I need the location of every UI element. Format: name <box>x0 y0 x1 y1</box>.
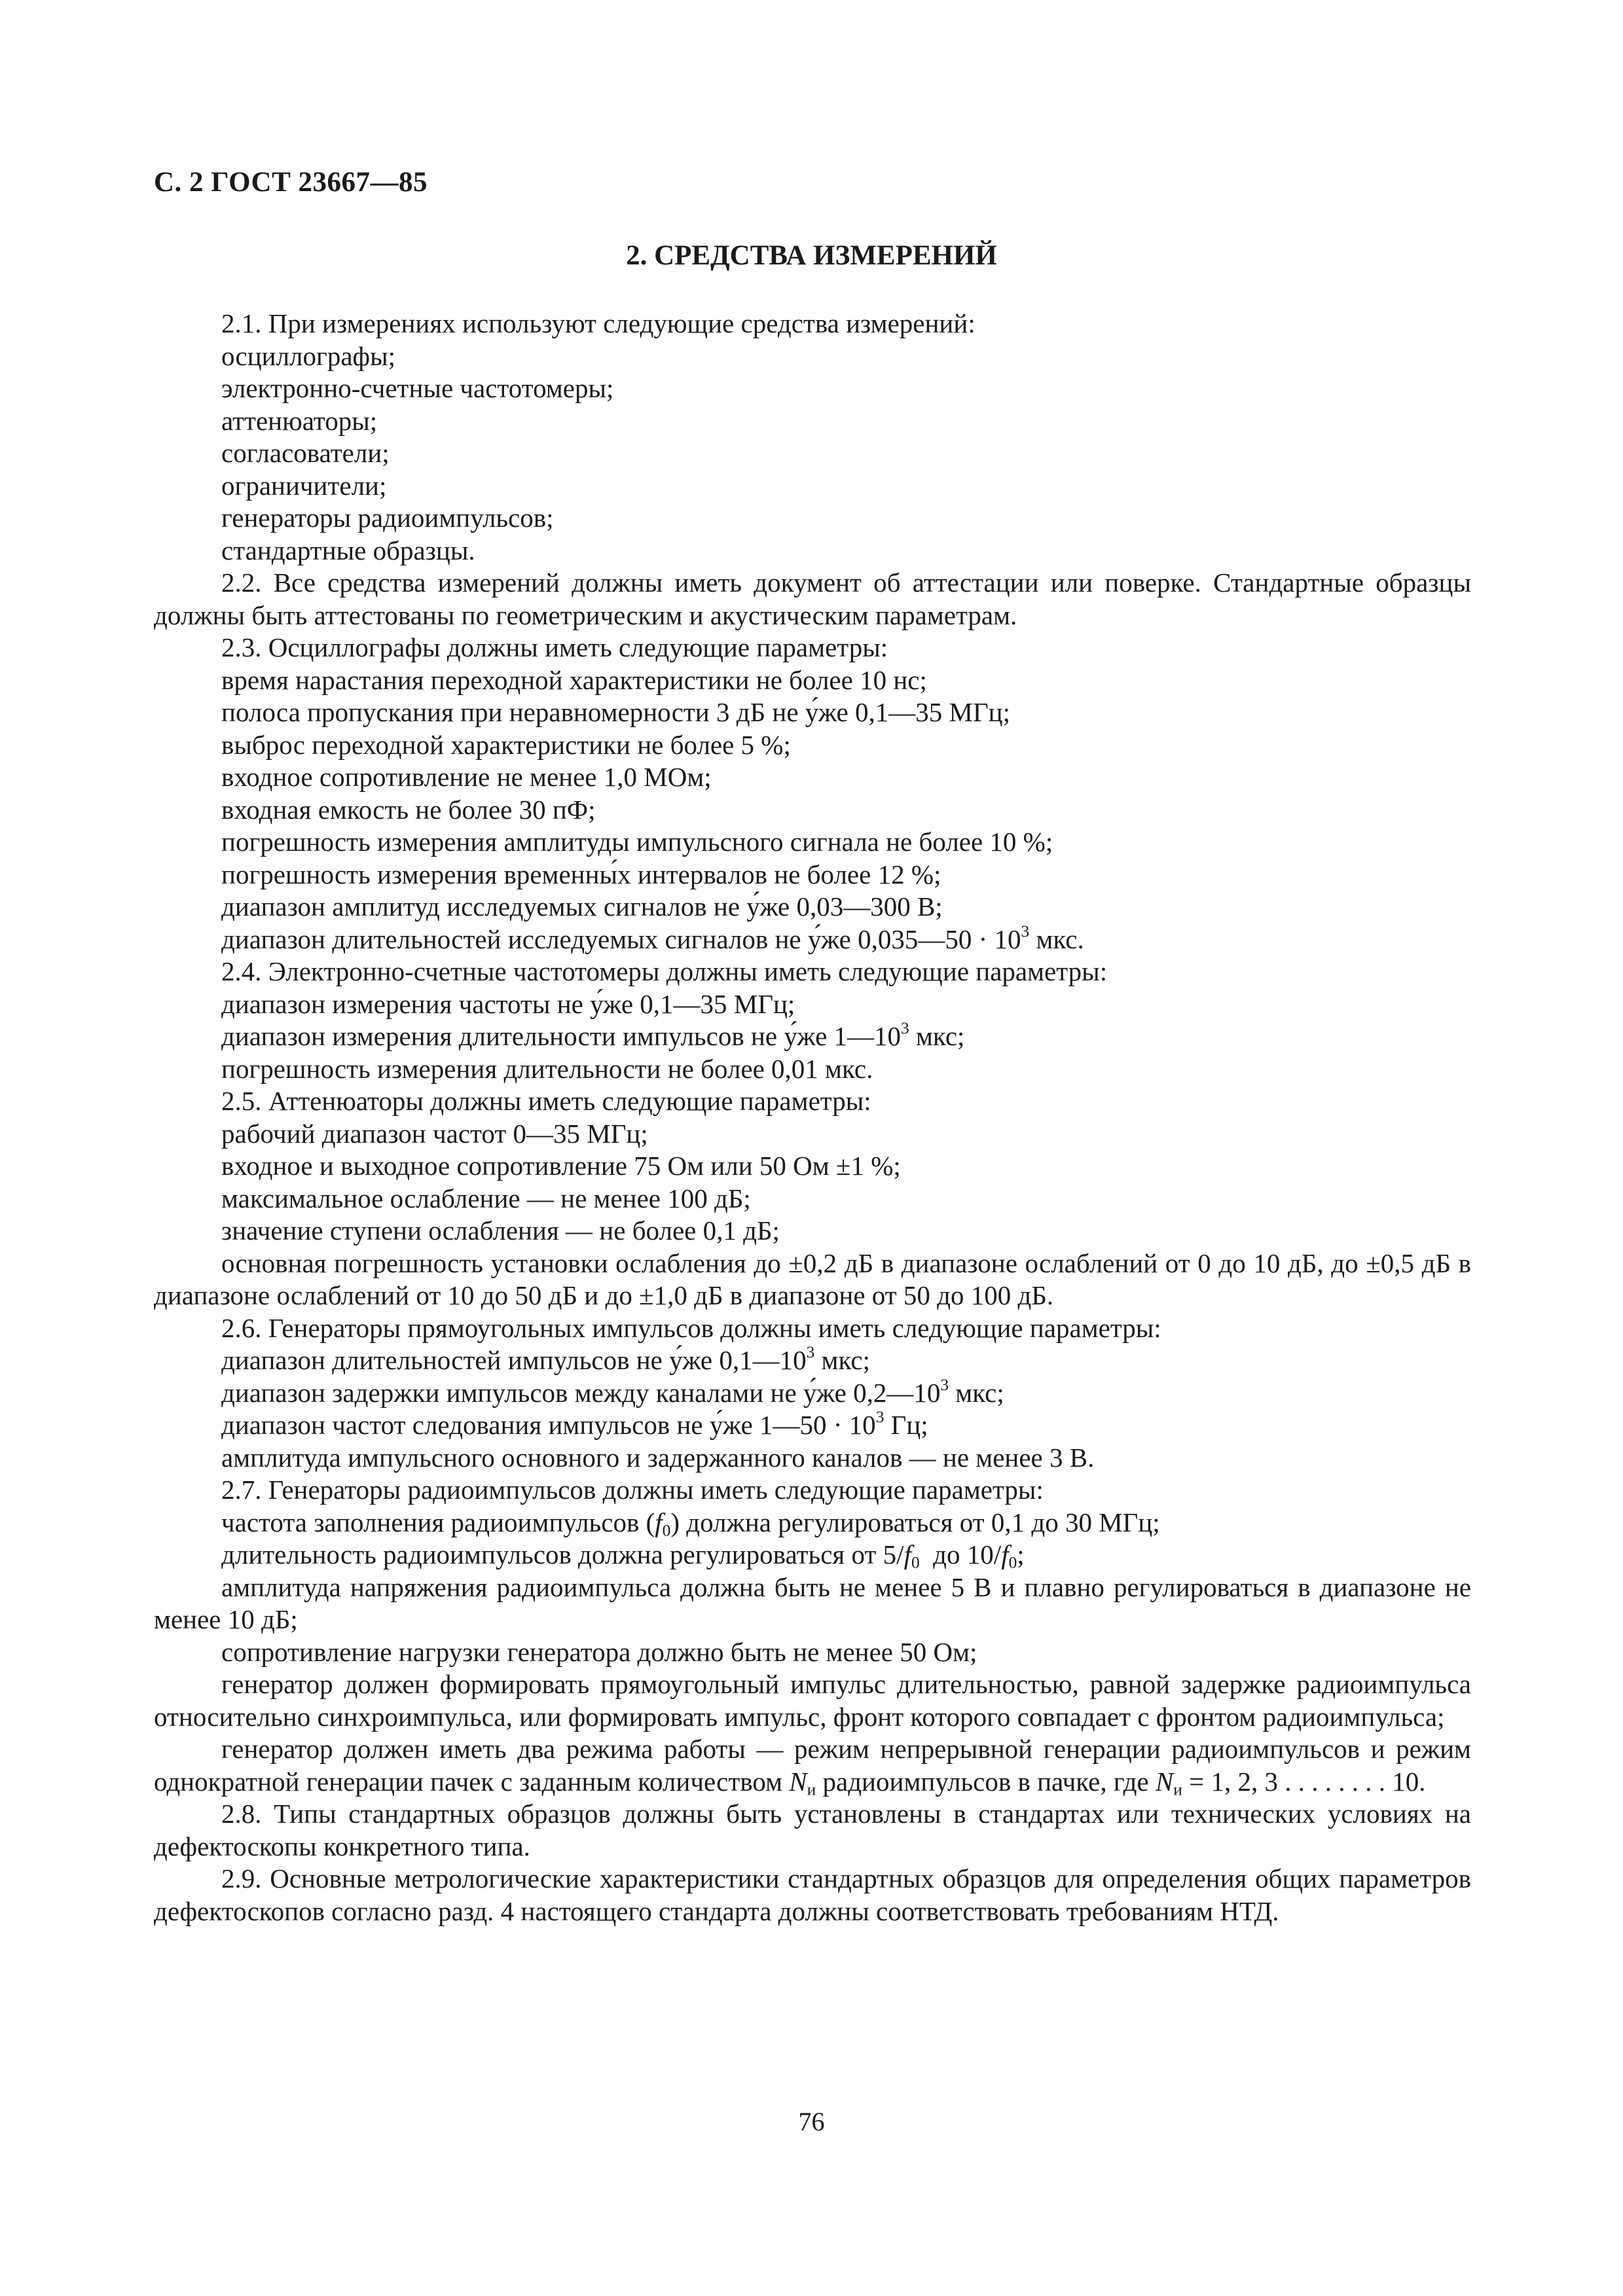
clause-2-1: 2.1. При измерениях используют следующие средства измерений: <box>221 308 976 338</box>
list-item: погрешность измерения длительности не более 0,01 мкс. <box>221 1053 873 1084</box>
list-item: основная погрешность установки ослабления до ±0,2 дБ в диапазоне ослаблений от 0 до 10 дБ, до ±0,5 дБ в диапазоне ослаблений от 10 до 50 дБ и до ±1,0 дБ в диапазоне от 50 до 100 дБ. <box>154 1247 1471 1310</box>
item-text: ; <box>1017 1539 1025 1570</box>
exponent: 3 <box>940 1375 949 1394</box>
list-item: аттенюаторы; <box>221 405 378 436</box>
list-item: осциллографы; <box>221 340 396 371</box>
list-item <box>154 1507 1471 1539</box>
exponent: 3 <box>806 1343 815 1362</box>
list-item: генератор должен формировать прямоугольный импульс длительностью, равной задержке радиоимпульса относительно синхроимпульса, или формировать импульс, фронт которого совпадает с фронтом радиоимпульса; <box>154 1669 1471 1732</box>
item-text: диапазон измерения длительности импульсов не у́же 1—10 <box>221 1021 902 1051</box>
list-item: согласователи; <box>221 438 390 468</box>
clause-2-6: 2.6. Генераторы прямоугольных импульсов должны иметь следующие параметры: <box>221 1312 1161 1343</box>
list-item <box>154 1344 1471 1377</box>
clause-2-5: 2.5. Аттенюаторы должны иметь следующие параметры: <box>221 1086 871 1116</box>
list-item <box>154 1377 1471 1410</box>
document-body <box>154 308 1471 1928</box>
list-item: амплитуда импульсного основного и задержанного каналов — не менее 3 В. <box>221 1442 1095 1473</box>
section-title: 2. СРЕДСТВА ИЗМЕРЕНИЙ <box>626 240 997 271</box>
list-item <box>154 1733 1471 1798</box>
item-text: мкс; <box>949 1377 1004 1408</box>
item-text: радиоимпульсов в пачке, где <box>816 1766 1156 1797</box>
list-item <box>154 924 1471 956</box>
item-text: ) должна регулироваться от 0,1 до 30 МГц; <box>670 1507 1160 1537</box>
list-item: диапазон амплитуд исследуемых сигналов не у́же 0,03—300 В; <box>221 891 943 922</box>
list-item: генераторы радиоимпульсов; <box>221 503 554 533</box>
list-item: входная емкость не более 30 пФ; <box>221 794 596 825</box>
list-item: рабочий диапазон частот 0—35 МГц; <box>221 1118 648 1149</box>
subscript: 0 <box>662 1520 671 1539</box>
list-item: электронно-счетные частотомеры; <box>221 373 614 403</box>
list-item <box>154 1020 1471 1053</box>
exponent: 3 <box>1021 922 1030 941</box>
list-item: входное сопротивление не менее 1,0 МОм; <box>221 762 712 792</box>
list-item: выброс переходной характеристики не более 5 %; <box>221 729 791 760</box>
list-item: входное и выходное сопротивление 75 Ом или 50 Ом ±1 %; <box>221 1151 901 1181</box>
item-text: частота заполнения радиоимпульсов ( <box>221 1507 655 1537</box>
symbol-n: N <box>1155 1766 1174 1797</box>
clause-2-3: 2.3. Осциллографы должны иметь следующие параметры: <box>221 632 888 662</box>
item-text: мкс; <box>909 1021 965 1051</box>
list-item <box>154 1409 1471 1442</box>
page-number: 76 <box>798 2107 825 2136</box>
subscript: 0 <box>1008 1553 1017 1572</box>
item-text: мкс; <box>814 1345 870 1375</box>
symbol-f: f <box>903 1539 911 1570</box>
symbol-n: N <box>789 1766 807 1797</box>
symbol-f: f <box>1001 1539 1009 1570</box>
clause-2-9: 2.9. Основные метрологические характеристики стандартных образцов для определения общих параметров дефектоскопов согласно разд. 4 настоящего стандарта должны соответствовать требованиям НТД. <box>154 1863 1471 1926</box>
exponent: 3 <box>875 1408 884 1427</box>
item-text: до 10/ <box>919 1539 1002 1570</box>
item-text: мкс. <box>1029 924 1084 954</box>
running-head: С. 2 ГОСТ 23667—85 <box>154 167 428 198</box>
clause-2-7: 2.7. Генераторы радиоимпульсов должны иметь следующие параметры: <box>221 1475 1044 1505</box>
list-item: погрешность измерения амплитуды импульсного сигнала не более 10 %; <box>221 827 1053 857</box>
list-item: ограничители; <box>221 470 387 501</box>
item-text: генератор должен иметь два режима работы — режим непрерывной генерации радиоимпульсов и режим однократной генерации пачек с заданным количеством <box>154 1734 1471 1797</box>
exponent: 3 <box>901 1019 909 1038</box>
item-text: диапазон длительностей исследуемых сигналов не у́же 0,035—50 · 10 <box>221 924 1021 954</box>
list-item: диапазон измерения частоты не у́же 0,1—35 МГц; <box>221 988 795 1019</box>
subscript: 0 <box>911 1553 920 1572</box>
list-item: время нарастания переходной характеристики не более 10 нс; <box>221 664 927 695</box>
subscript: и <box>807 1780 816 1799</box>
list-item <box>154 1539 1471 1571</box>
item-text: диапазон частот следования импульсов не у́же 1—50 · 10 <box>221 1410 876 1440</box>
list-item: значение ступени ослабления — не более 0,1 дБ; <box>221 1215 780 1246</box>
list-item: стандартные образцы. <box>221 535 475 565</box>
list-item: погрешность измерения временны́х интервалов не более 12 %; <box>221 859 941 889</box>
clause-2-2: 2.2. Все средства измерений должны иметь документ об аттестации или поверке. Стандартные образцы должны быть аттестованы по геометрическим и акустическим параметрам. <box>154 567 1471 630</box>
clause-2-4: 2.4. Электронно-счетные частотомеры должны иметь следующие параметры: <box>221 956 1108 986</box>
list-item: полоса пропускания при неравномерности 3 дБ не у́же 0,1—35 МГц; <box>221 697 1010 727</box>
item-text: = 1, 2, 3 . . . . . . . . 10. <box>1182 1766 1426 1797</box>
item-text: диапазон задержки импульсов между каналами не у́же 0,2—10 <box>221 1377 941 1408</box>
item-text: длительность радиоимпульсов должна регулироваться от 5/ <box>221 1539 904 1570</box>
subscript: и <box>1173 1780 1182 1799</box>
item-text: Гц; <box>884 1410 928 1440</box>
item-text: диапазон длительностей импульсов не у́же 0,1—10 <box>221 1345 807 1375</box>
list-item: сопротивление нагрузки генератора должно быть не менее 50 Ом; <box>221 1636 977 1667</box>
clause-2-8: 2.8. Типы стандартных образцов должны быть установлены в стандартах или технических условиях на дефектоскопы конкретного типа. <box>154 1799 1471 1861</box>
list-item: максимальное ослабление — не менее 100 дБ; <box>221 1183 751 1213</box>
symbol-f: f <box>655 1507 663 1537</box>
list-item: амплитуда напряжения радиоимпульса должна быть не менее 5 В и плавно регулироваться в диапазоне не менее 10 дБ; <box>154 1571 1471 1634</box>
